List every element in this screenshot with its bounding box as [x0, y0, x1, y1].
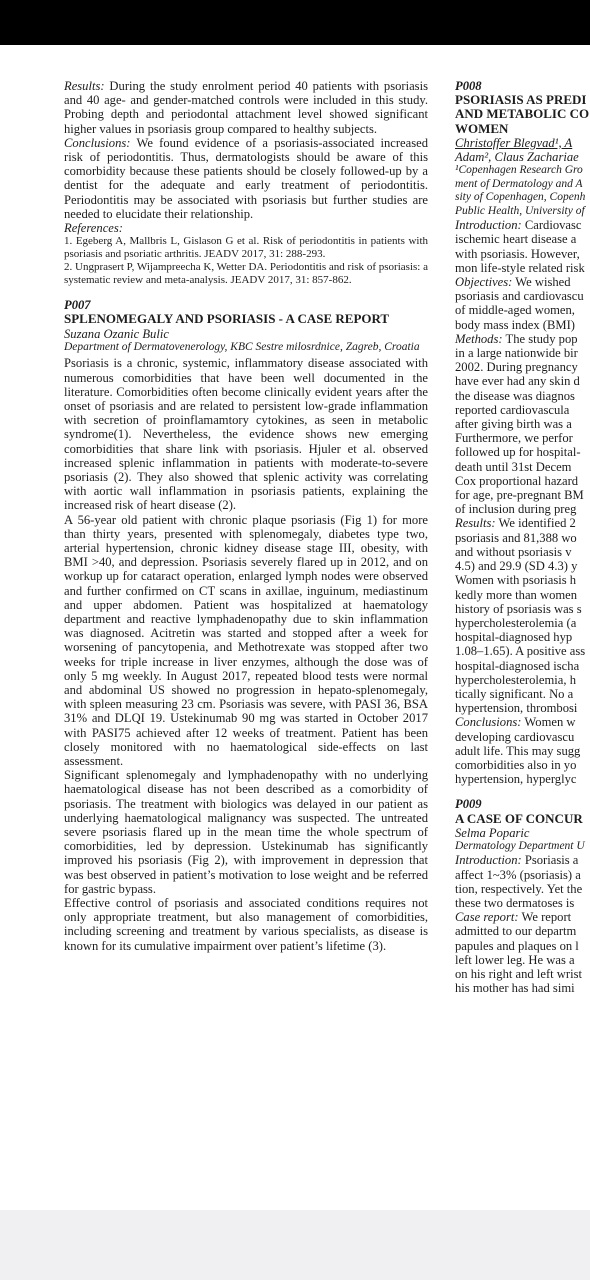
affiliation-p009: Dermatology Department U — [455, 839, 585, 852]
body-line — [455, 758, 590, 772]
body-line — [455, 744, 590, 758]
affiliation-line: sity of Copenhagen, Copenh — [455, 191, 586, 204]
line-text: hypercholesterolemia, h — [455, 672, 576, 687]
body-p008 — [455, 218, 590, 786]
body-line — [455, 882, 590, 896]
body-line — [455, 445, 590, 459]
body-line — [455, 715, 590, 729]
body-paragraph-4: Effective control of psoriasis and associated conditions requires not only appropriate treatment, but also management of comorbidities, including screening and treatment by various specialists, as disease is known for its cumulative impairment over patient’s lifetime (3). — [64, 896, 428, 953]
author-line: Christoffer Blegvad¹, A — [455, 135, 573, 150]
body-line — [455, 939, 590, 953]
line-text: have ever had any skin d — [455, 374, 580, 389]
reference-2: 2. Ungprasert P, Wijampreecha K, Wetter DA. Periodontitis and risk of psoriasis: a systematic review and meta-analysis. JEADV 2017, 31: 857-862. — [64, 261, 428, 287]
body-line — [455, 559, 590, 573]
body-paragraph-2: A 56-year old patient with chronic plaque psoriasis (Fig 1) for more than thirty years, presented with splenomegaly, diabetes type two, arterial hypertension, chronic kidney disease stage III, obesity, with BMI >40, and depression. Psoriasis severely flared up in 2012, and on workup up for cataract operation, enlarged lymph nodes were observed and further confirmed on CT scans in axillae, inguinum, mediastinum and upper abdomen. Patient was hospitalized at haematology department and reactive lymphadenopathy due to skin inflammation was diagnosed. Acitretin was started and stopped after a week for worsening of pancytopenia, and Methotrexate was stopped after two weeks for triple increase in liver enzymes, although the dose was of only 5 mg weekly. In August 2017, repeated blood tests were normal and abdominal US showed no progression in hepato-splenomegaly, with spleen measuring 23 cm. Psoriasis was severe, with PASI 36, BSA 31% and DLQI 19. Ustekinumab 90 mg was started in October 2017 with PASI75 achieved after 12 weeks of treatment. Patient has been closely monitored with no haematological side-effects on last assessment. — [64, 512, 428, 769]
author-line: Adam², Claus Zachariae — [455, 150, 579, 165]
title-line: AND METABOLIC CO — [455, 106, 590, 122]
affiliation-line: ¹Copenhagen Research Gro — [455, 164, 583, 177]
line-text: hospital-diagnosed ischa — [455, 658, 580, 673]
body-line — [455, 924, 590, 938]
line-text: body mass index (BMI) — [455, 317, 575, 332]
body-line — [455, 502, 590, 516]
body-line — [455, 910, 590, 924]
line-text: left lower leg. He was a — [455, 952, 575, 967]
line-text: hypercholesterolemia (a — [455, 615, 577, 630]
body-line — [455, 616, 590, 630]
abstract-title-p009: A CASE OF CONCUR — [455, 810, 583, 826]
section-label: Case report: — [455, 910, 519, 925]
conclusions-paragraph — [64, 136, 428, 221]
body-line — [455, 896, 590, 910]
line-text: ischemic heart disease a — [455, 232, 577, 247]
line-text: Furthermore, we perfor — [455, 431, 573, 446]
line-text: of middle-aged women, — [455, 303, 575, 318]
line-text: psoriasis and cardiovascu — [455, 289, 584, 304]
body-line — [455, 360, 590, 374]
affiliation-line: Public Health, University of — [455, 204, 585, 217]
body-line — [455, 730, 590, 744]
section-label: Introduction: — [455, 853, 522, 868]
body-paragraph-1: Psoriasis is a chronic, systemic, inflammatory disease associated with numerous comorbidities that have been well documented in the literature. Comorbidities often become clinically evident years after the onset of psoriasis and are related to persistent low-grade inflammation with secretion of proinflamamtory cytokines, as seen in metabolic syndrome(1). Nevertheless, the evidence shows new emerging comorbidities that share link with psoriasis. Hjuler et al. observed increased splenic inflammation in patients with moderate-to-severe psoriasis (2). They also showed that splenic activity was correlating with aortic wall inflammation in psoriasis patients, explaining the increased risk of heart disease (2). — [64, 356, 428, 513]
line-text: The study pop — [502, 331, 578, 346]
section-label: Conclusions: — [455, 715, 522, 730]
line-text: We wished — [512, 275, 571, 290]
author-p009: Selma Poparic — [455, 825, 530, 840]
line-text: on his right and left wrist — [455, 967, 582, 982]
body-line — [455, 659, 590, 673]
line-text: tically significant. No a — [455, 686, 574, 701]
body-line — [455, 868, 590, 882]
abstract-code-p007: P007 — [64, 298, 91, 313]
affiliation-line: ment of Dermatology and A — [455, 177, 583, 190]
body-line — [455, 602, 590, 616]
line-text: these two dermatoses is — [455, 896, 575, 911]
body-line — [455, 545, 590, 559]
body-line — [455, 953, 590, 967]
section-label: Methods: — [455, 331, 503, 346]
body-line — [455, 701, 590, 715]
line-text: after giving birth was a — [455, 417, 572, 432]
line-text: 2002. During pregnancy — [455, 360, 578, 375]
body-paragraph-3: Significant splenomegaly and lymphadenopathy with no underlying haematological disease has not been described as a comorbidity of psoriasis. The treatment with biologics was delayed in our patient as underlying haematological malignancy was suspected. The untreated severe psoriasis flared up in the mean time the whole spectrum of comorbidities, led by depression. Ustekinumab has significantly improved his psoriasis (Fig 2), with improvement in depression that was best observed in patient’s motivation to lose weight and be referred for gastric bypass. — [64, 768, 428, 896]
line-text: papules and plaques on l — [455, 938, 579, 953]
line-text: hospital-diagnosed hyp — [455, 630, 573, 645]
body-line — [455, 389, 590, 403]
author-p007: Suzana Ozanic Bulic — [64, 326, 169, 341]
body-line — [455, 967, 590, 981]
title-line: PSORIASIS AS PREDI — [455, 92, 587, 108]
line-text: Cardiovasc — [521, 218, 582, 233]
body-line — [455, 516, 590, 530]
body-line — [455, 687, 590, 701]
left-column — [64, 79, 428, 953]
line-text: comorbidities also in yo — [455, 757, 577, 772]
body-line — [455, 261, 590, 275]
conclusions-label: Conclusions: — [64, 135, 131, 150]
abstract-code-p008: P008 — [455, 79, 482, 93]
bottom-bar — [0, 1210, 590, 1280]
line-text: affect 1~3% (psoriasis) a — [455, 867, 581, 882]
body-line — [455, 289, 590, 303]
body-line — [455, 346, 590, 360]
section-label: Introduction: — [455, 218, 522, 233]
body-line — [455, 218, 590, 232]
body-line — [455, 374, 590, 388]
reference-1: 1. Egeberg A, Mallbris L, Gislason G et al. Risk of periodontitis in patients with psoriasis and psoriatic arthritis. JEADV 2017, 31: 288-293. — [64, 235, 428, 261]
results-paragraph — [64, 79, 428, 136]
abstract-title-p007: SPLENOMEGALY AND PSORIASIS - A CASE REPORT — [64, 311, 390, 327]
references-label: References: — [64, 221, 123, 236]
line-text: Cox proportional hazard — [455, 473, 579, 488]
line-text: mon life-style related risk — [455, 260, 585, 275]
line-text: We report — [518, 910, 572, 925]
body-line — [455, 630, 590, 644]
line-text: Women w — [521, 715, 576, 730]
body-line — [455, 673, 590, 687]
body-line — [455, 275, 590, 289]
body-line — [455, 232, 590, 246]
line-text: Women with psoriasis h — [455, 573, 577, 588]
line-text: Psoriasis a — [521, 853, 579, 868]
body-line — [455, 644, 590, 658]
line-text: in a large nationwide bir — [455, 346, 578, 361]
body-line — [455, 318, 590, 332]
line-text: history of psoriasis was s — [455, 601, 582, 616]
body-line — [455, 573, 590, 587]
abstract-title-p008 — [455, 93, 590, 136]
authors-p008 — [455, 136, 590, 164]
line-text: tion, respectively. Yet the — [455, 881, 583, 896]
line-text: 1.08–1.65). A positive ass — [455, 644, 586, 659]
results-label: Results: — [64, 79, 105, 93]
section-label: Objectives: — [455, 275, 513, 290]
affiliation-p007: Department of Dermatovenerology, KBC Sestre milosrdnice, Zagreb, Croatia — [64, 340, 420, 353]
line-text: with psoriasis. However, — [455, 246, 580, 261]
body-line — [455, 981, 590, 995]
line-text: hypertension, hyperglyc — [455, 772, 577, 787]
line-text: developing cardiovascu — [455, 729, 575, 744]
body-line — [455, 460, 590, 474]
right-column — [455, 79, 590, 995]
section-label: Results: — [455, 516, 496, 531]
body-p009 — [455, 853, 590, 995]
body-line — [455, 772, 590, 786]
document-page[interactable] — [0, 45, 590, 1210]
line-text: We identified 2 — [495, 516, 576, 531]
line-text: and without psoriasis v — [455, 544, 572, 559]
line-text: kedly more than women — [455, 587, 578, 602]
body-line — [455, 588, 590, 602]
line-text: of inclusion during preg — [455, 502, 577, 517]
affiliation-p008 — [455, 164, 590, 218]
results-text: During the study enrolment period 40 patients with psoriasis and 40 age- and gender-matched controls were included in this study. Probing depth and periodontal attachment level showed significant higher values in psoriasis group compared to healthy subjects. — [64, 79, 428, 136]
line-text: his mother has had simi — [455, 981, 575, 996]
line-text: reported cardiovascula — [455, 402, 570, 417]
body-line — [455, 474, 590, 488]
body-line — [455, 531, 590, 545]
body-line — [455, 332, 590, 346]
body-line — [455, 403, 590, 417]
body-line — [455, 303, 590, 317]
line-text: hypertension, thrombosi — [455, 701, 578, 716]
body-line — [455, 431, 590, 445]
line-text: 4.5) and 29.9 (SD 4.3) y — [455, 559, 578, 574]
line-text: for age, pre-pregnant BM — [455, 488, 584, 503]
top-status-bar — [0, 0, 590, 45]
conclusions-text: We found evidence of a psoriasis-associated increased risk of periodontitis. Thus, dermatologists should be aware of this comorbidity because these patients should be closely followed-up by a dentist for the adequate and early treatment of periodontitis. Periodontitis may be associated with psoriasis but further studies are needed to elucidate their relationship. — [64, 135, 429, 221]
line-text: followed up for hospital- — [455, 445, 581, 460]
body-line — [455, 417, 590, 431]
body-line — [455, 488, 590, 502]
title-line: WOMEN — [455, 120, 509, 136]
body-line — [455, 853, 590, 867]
line-text: the disease was diagnos — [455, 388, 575, 403]
line-text: adult life. This may sugg — [455, 743, 581, 758]
line-text: death until 31st Decem — [455, 459, 572, 474]
abstract-code-p009: P009 — [455, 797, 482, 812]
line-text: psoriasis and 81,388 wo — [455, 530, 577, 545]
body-line — [455, 247, 590, 261]
line-text: admitted to our departm — [455, 924, 577, 939]
